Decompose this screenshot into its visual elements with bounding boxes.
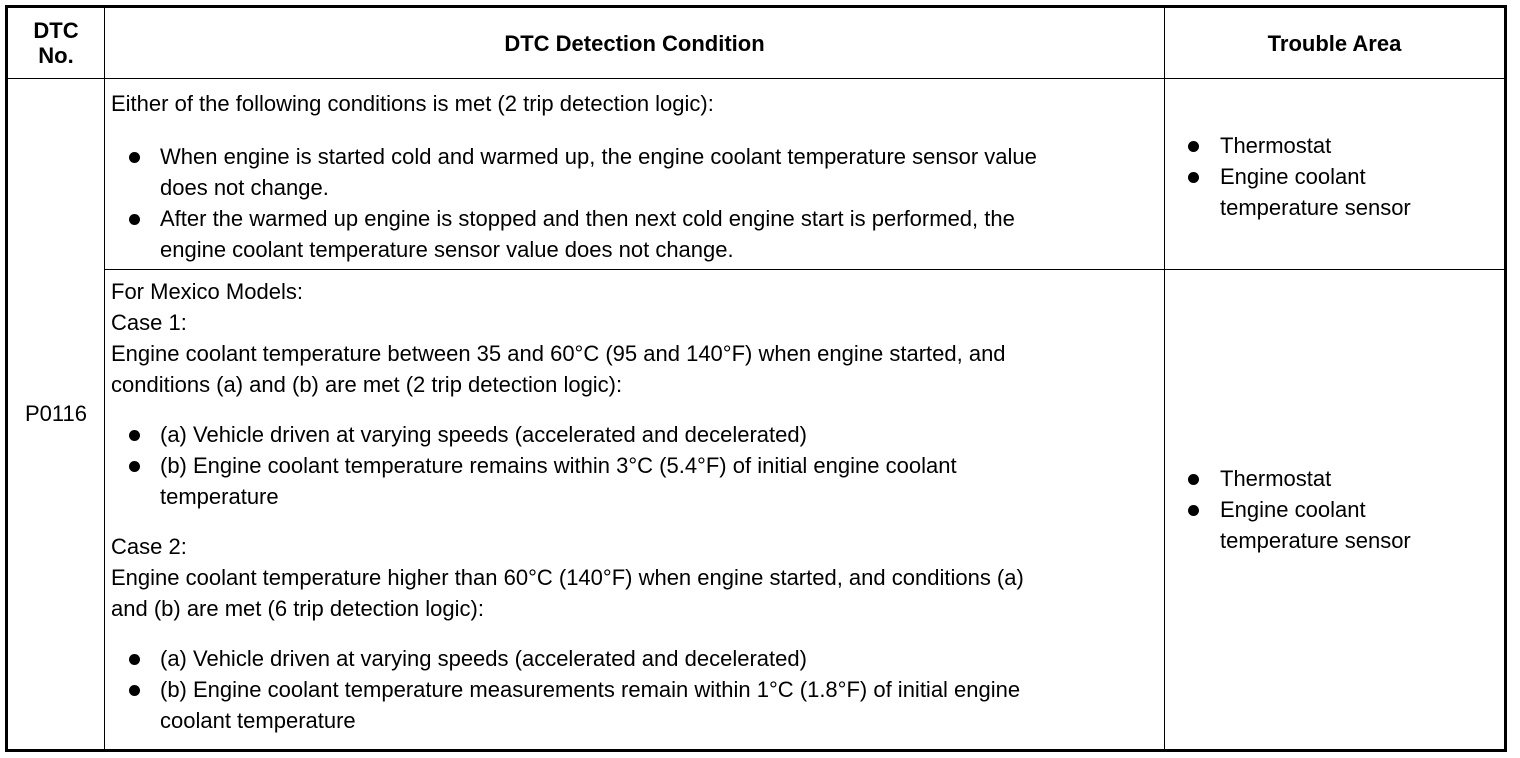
header-dtc-no-line1: DTC (33, 18, 79, 43)
dtc-code: P0116 (7, 79, 105, 751)
case2-title: Case 2: (111, 534, 187, 559)
dtc-table (5, 5, 1507, 752)
header-dtc-no (7, 7, 105, 79)
condition-list-1 (111, 141, 1158, 265)
trouble-area-cell-2 (1165, 270, 1506, 751)
header-trouble-area: Trouble Area (1165, 7, 1506, 79)
header-row (7, 7, 1506, 79)
list-item: (b) Engine coolant temperature remains within 3°C (5.4°F) of initial engine coolant temperature (111, 450, 1158, 512)
list-item: Thermostat (1185, 463, 1500, 494)
table-row-1 (7, 79, 1506, 270)
trouble-area-list-1 (1185, 130, 1500, 223)
condition-cell-2: For Mexico Models: Case 1: Engine coolant temperature between 35 and 60°C (95 and 140°F) when engine started, and conditions (a) and (b) are met (2 trip detection logic): (a) Vehicle driven at varying speeds (accelerated and decelerated) (b) Engine coolant temperature remains within 3°C (5.4°F) of initial engine coolant temperature Case 2: Engine coolant temperature higher than 60°C (140°F) when engine started, and conditions (a) and (b) are met (6 trip detection logic): (a) Vehicle driven at varying speeds (accelerated and decelerated) (b) Engine coolant temperature measurements remain within 1°C (1.8°F) of initial engine coolant temperature (105, 270, 1165, 751)
list-item: After the warmed up engine is stopped and then next cold engine start is performed, the engine coolant temperature sensor value does not change. (111, 203, 1158, 265)
list-item: (a) Vehicle driven at varying speeds (accelerated and decelerated) (111, 643, 1158, 674)
list-item: Engine coolant temperature sensor (1185, 161, 1500, 223)
list-item: Engine coolant temperature sensor (1185, 494, 1500, 556)
list-item: (a) Vehicle driven at varying speeds (accelerated and decelerated) (111, 419, 1158, 450)
trouble-area-list-2 (1185, 463, 1500, 556)
condition-cell-1 (105, 79, 1165, 270)
case2-list (111, 643, 1158, 736)
table-row-2 (7, 270, 1506, 751)
condition-intro: Either of the following conditions is met (2 trip detection logic): (111, 91, 714, 116)
trouble-area-cell-1 (1165, 79, 1506, 270)
list-item: (b) Engine coolant temperature measurements remain within 1°C (1.8°F) of initial engine coolant temperature (111, 674, 1158, 736)
list-item: Thermostat (1185, 130, 1500, 161)
case1-title: Case 1: (111, 310, 187, 335)
models-label: For Mexico Models: (111, 279, 303, 304)
header-condition: DTC Detection Condition (105, 7, 1165, 79)
list-item: When engine is started cold and warmed up, the engine coolant temperature sensor value does not change. (111, 141, 1158, 203)
case1-list (111, 419, 1158, 512)
header-dtc-no-line2: No. (38, 43, 74, 68)
